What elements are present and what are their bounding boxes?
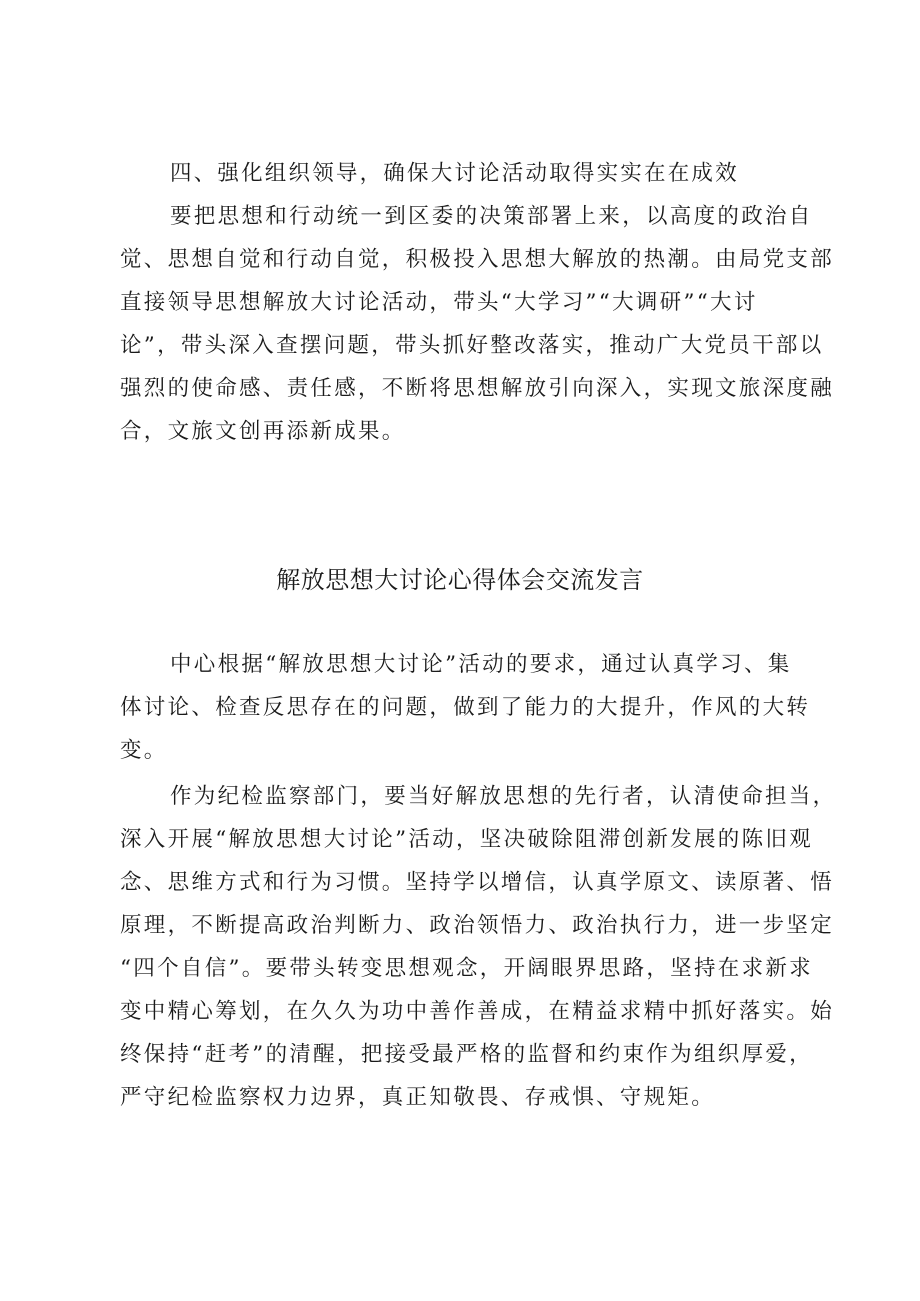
- paragraph-line: 终保持“赶考”的清醒，把接受最严格的监督和约束作为组织厚爱，: [120, 1042, 813, 1067]
- paragraph-line: 念、思维方式和行为习惯。坚持学以增信，认真学原文、读原著、悟: [120, 870, 835, 895]
- paragraph-line: 原理，不断提高政治判断力、政治领悟力、政治执行力，进一步坚定: [120, 913, 835, 938]
- paragraph-line: 深入开展“解放思想大讨论”活动，坚决破除阻滞创新发展的陈旧观: [120, 827, 813, 852]
- paragraph-line: “四个自信”。要带头转变思想观念，开阔眼界思路，坚持在求新求: [120, 956, 813, 981]
- paragraph-line: 论”，带头深入查摆问题，带头抓好整改落实，推动广大党员干部以: [120, 333, 824, 358]
- paragraph-line: 要把思想和行动统一到区委的决策部署上来，以高度的政治自: [170, 204, 813, 229]
- paragraph-line: 强烈的使命感、责任感，不断将思想解放引向深入，实现文旅深度融: [120, 376, 835, 401]
- paragraph-line: 合，文旅文创再添新成果。: [120, 419, 406, 444]
- paragraph-line: 变中精心筹划，在久久为功中善作善成，在精益求精中抓好落实。始: [120, 999, 835, 1024]
- paragraph-line: 作为纪检监察部门，要当好解放思想的先行者，认清使命担当，: [170, 784, 837, 809]
- section-heading: 四、强化组织领导，确保大讨论活动取得实实在在成效: [170, 161, 739, 186]
- paragraph-line: 中心根据“解放思想大讨论”活动的要求，通过认真学习、集: [170, 652, 792, 677]
- paragraph-line: 严守纪检监察权力边界，真正知敬畏、存戒惧、守规矩。: [120, 1085, 716, 1110]
- paragraph-line: 体讨论、检查反思存在的问题，做到了能力的大提升，作风的大转: [120, 695, 811, 720]
- article-paragraph-1: [120, 643, 810, 772]
- article-paragraph-2: [120, 775, 837, 1119]
- paragraph-line: 觉、思想自觉和行动自觉，积极投入思想大解放的热潮。由局党支部: [120, 247, 835, 272]
- paragraph-line: 变。: [120, 738, 168, 763]
- section-four: [120, 152, 835, 453]
- paragraph-line: 直接领导思想解放大讨论活动，带头“大学习”“大调研”“大讨: [120, 290, 758, 315]
- article-title: 解放思想大讨论心得体会交流发言: [276, 566, 644, 594]
